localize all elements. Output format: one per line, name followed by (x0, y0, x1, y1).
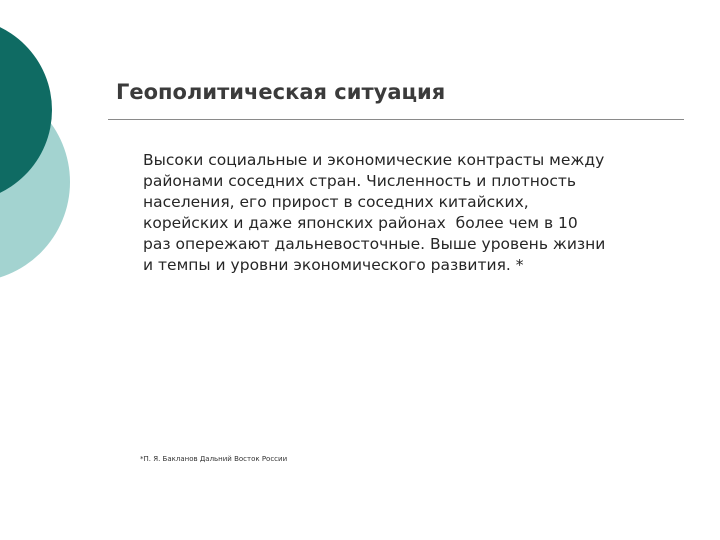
decorative-circles (0, 0, 120, 300)
slide-body-text: Высоки социальные и экономические контрасты между районами соседних стран. Численность и плотность населения, его прирост в соседних китайских, корейских и даже японских районах более чем в 10 раз опережают дальневосточные. Выше уровень жизни и темпы и уровни экономического развития. * (143, 151, 606, 274)
footnote: *П. Я. Бакланов Дальний Восток России (140, 455, 288, 463)
title-divider (108, 119, 684, 120)
slide-title: Геополитическая ситуация (116, 80, 446, 104)
